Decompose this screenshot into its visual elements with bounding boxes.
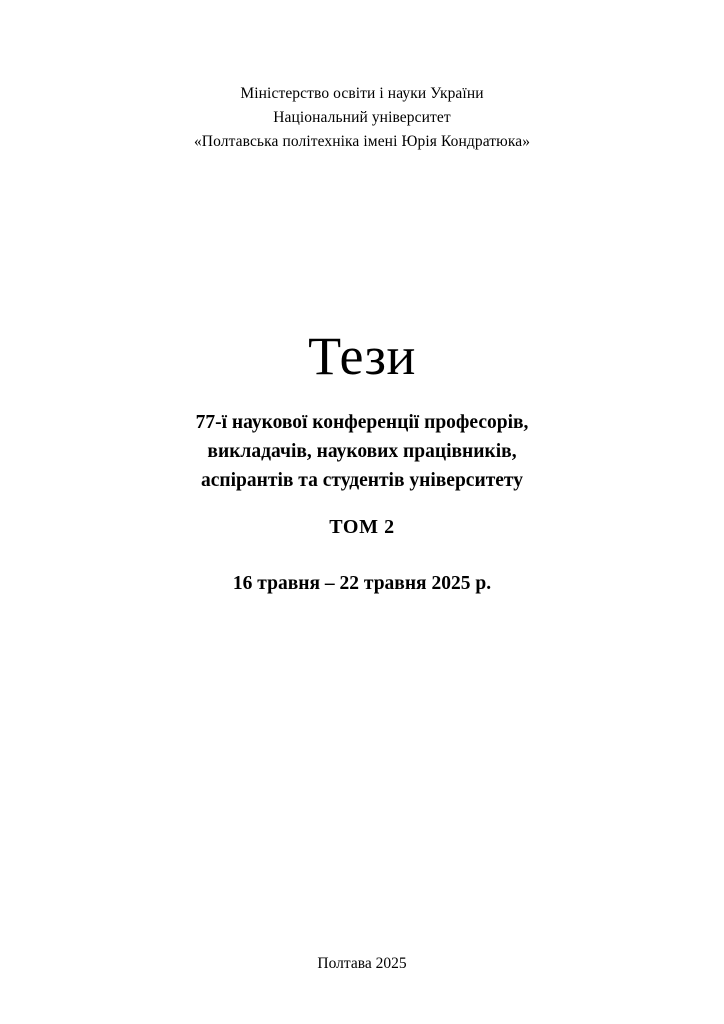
imprint-block (0, 953, 724, 975)
subtitle-block (0, 408, 724, 495)
ministry-line: Міністерство освіти і науки України (240, 85, 484, 102)
subtitle-line-1: 77-ї наукової конференції професорів, (195, 412, 529, 433)
subtitle-line-3: аспірантів та студентів університету (200, 470, 524, 491)
page-title: Тези (308, 326, 416, 386)
imprint-line: Полтава 2025 (317, 955, 407, 972)
dates-block (0, 570, 724, 598)
volume-label: ТОМ 2 (329, 516, 395, 538)
conference-dates: 16 травня – 22 травня 2025 р. (232, 573, 492, 594)
subtitle-line-2: викладачів, наукових працівників, (207, 441, 517, 462)
university-name-line: «Полтавська політехніка імені Юрія Кондратюка» (193, 133, 531, 150)
title-block (0, 326, 724, 386)
masthead-block (0, 82, 724, 154)
university-type-line: Національний університет (273, 109, 451, 126)
volume-block (0, 513, 724, 541)
